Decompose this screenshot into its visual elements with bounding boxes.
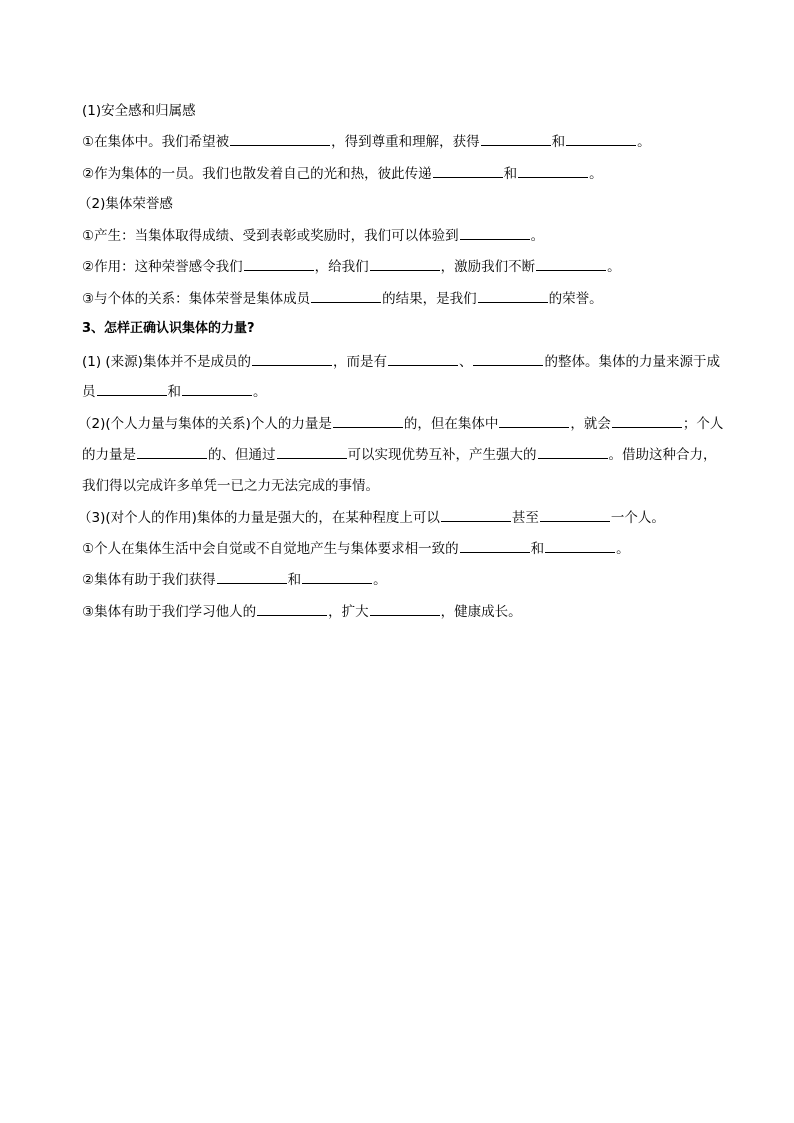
fill-blank[interactable] [481, 131, 551, 146]
fill-blank[interactable] [433, 163, 503, 178]
fill-blank[interactable] [277, 444, 347, 459]
fill-blank[interactable] [473, 351, 543, 366]
fill-blank[interactable] [217, 569, 287, 584]
question3-part3-item-1: ①个人在集体生活中会自觉或不自觉地产生与集体要求相一致的 和 。 [82, 538, 722, 559]
question3-part3-item-3: ③集体有助于我们学习他人的 ，扩大 ，健康成长。 [82, 601, 722, 622]
question3-part3-item-2: ②集体有助于我们获得 和 。 [82, 569, 722, 590]
fill-blank[interactable] [257, 601, 327, 616]
fill-blank[interactable] [538, 444, 608, 459]
question3-part2-line2: 的力量是 的、但通过 可以实现优势互补，产生强大的 。借助这种合力， [82, 444, 722, 465]
fill-blank[interactable] [540, 507, 610, 522]
fill-blank[interactable] [182, 381, 252, 396]
section2-item-2: ②作用：这种荣誉感令我们 ，给我们 ，激励我们不断 。 [82, 256, 722, 277]
fill-blank[interactable] [230, 131, 330, 146]
question3-title: 3、怎样正确认识集体的力量? [82, 321, 255, 336]
fill-blank[interactable] [545, 538, 615, 553]
fill-blank[interactable] [333, 413, 403, 428]
fill-blank[interactable] [311, 288, 381, 303]
fill-blank[interactable] [478, 288, 548, 303]
fill-blank[interactable] [460, 225, 530, 240]
fill-blank[interactable] [536, 256, 606, 271]
section2-item-1: ①产生：当集体取得成绩、受到表彰或奖励时，我们可以体验到 。 [82, 225, 722, 246]
fill-blank[interactable] [441, 507, 511, 522]
section1-item-1: ①在集体中。我们希望被 ，得到尊重和理解，获得 和 。 [82, 131, 722, 152]
fill-blank[interactable] [252, 351, 332, 366]
fill-blank[interactable] [244, 256, 314, 271]
fill-blank[interactable] [302, 569, 372, 584]
section2-item-3: ③与个体的关系：集体荣誉是集体成员 的结果，是我们 的荣誉。 [82, 288, 722, 309]
question3-part3: （3)(对个人的作用)集体的力量是强大的，在某种程度上可以 甚至 一个人。 [78, 507, 718, 528]
question3-part1-line2: 员 和 。 [82, 381, 722, 402]
section1-item-2: ②作为集体的一员。我们也散发着自己的光和热，彼此传递 和 。 [82, 163, 722, 184]
fill-blank[interactable] [566, 131, 636, 146]
fill-blank[interactable] [370, 601, 440, 616]
fill-blank[interactable] [518, 163, 588, 178]
section1-title: (1)安全感和归属感 [82, 103, 196, 119]
section2-title: （2)集体荣誉感 [78, 196, 173, 212]
fill-blank[interactable] [137, 444, 207, 459]
question3-part1-line1: (1) (来源)集体并不是成员的 ，而是有 、 的整体。集体的力量来源于成 [82, 351, 722, 372]
question3-part2-line3: 我们得以完成许多单凭一已之力无法完成的事情。 [82, 478, 379, 494]
fill-blank[interactable] [460, 538, 530, 553]
fill-blank[interactable] [97, 381, 167, 396]
question3-part2-line1: （2)(个人力量与集体的关系)个人的力量是 的，但在集体中 ，就会 ；个人 [78, 413, 718, 434]
fill-blank[interactable] [612, 413, 682, 428]
fill-blank[interactable] [370, 256, 440, 271]
fill-blank[interactable] [499, 413, 569, 428]
fill-blank[interactable] [388, 351, 458, 366]
